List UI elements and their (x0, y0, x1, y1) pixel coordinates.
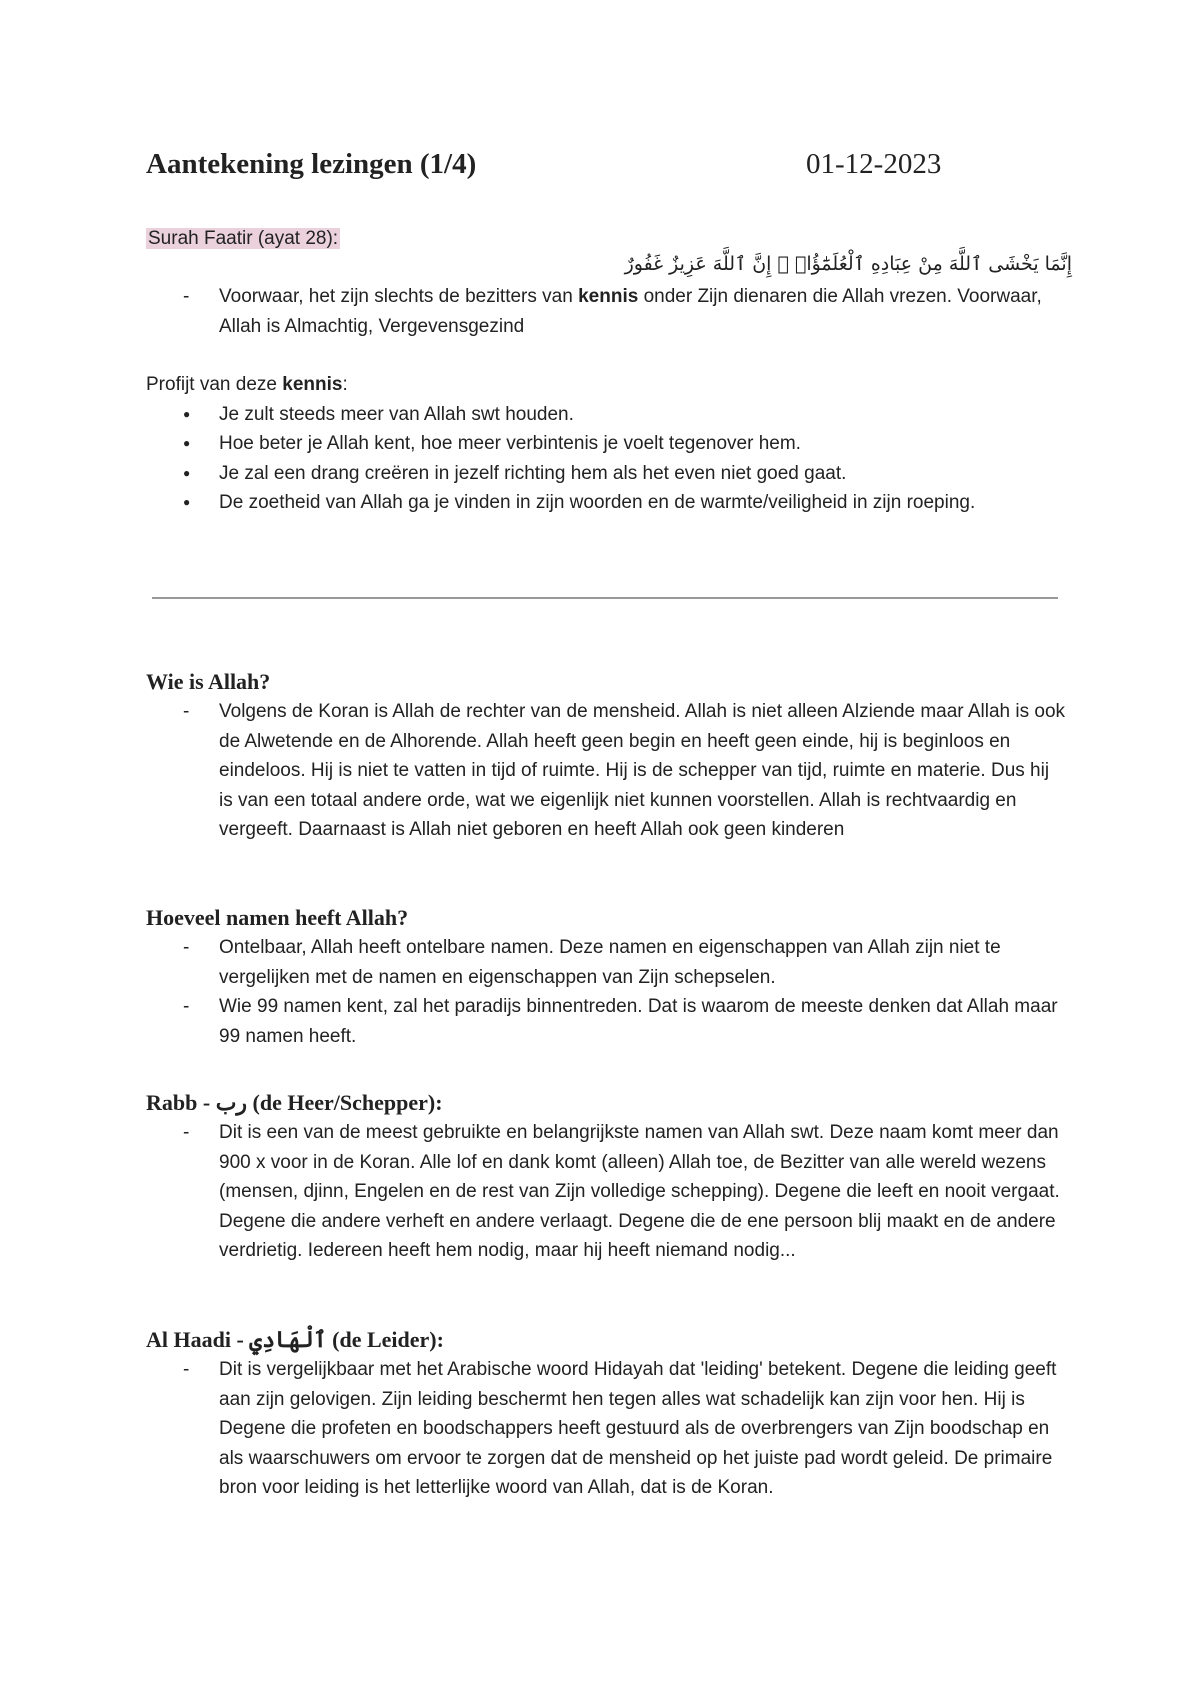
horizontal-divider (152, 597, 1058, 599)
title-row (146, 148, 1066, 188)
section-list (146, 1118, 1066, 1266)
section-item: - Ontelbaar, Allah heeft ontelbare namen. Deze namen en eigenschappen van Allah zijn niet te vergelijken met de namen en eigenschappen van Zijn schepselen. (146, 933, 1066, 992)
document-date: 01-12-2023 (806, 148, 942, 180)
section-item: - Dit is vergelijkbaar met het Arabische woord Hidayah dat 'leiding' betekent. Degene die leiding geeft aan zijn gelovigen. Zijn leiding beschermt hen tegen alles wat schadelijk kan zijn voor hen. Hij is Degene die profeten en boodschappers heeft gestuurd als de overbrengers van Zijn boodschap en als waarschuwers om ervoor te zorgen dat de mensheid op het juiste pad wordt geleid. De primaire bron voor leiding is het letterlijke woord van Allah, dat is de Koran. (146, 1355, 1066, 1503)
profit-item: ● De zoetheid van Allah ga je vinden in zijn woorden en de warmte/veiligheid in zijn roeping. (146, 488, 1066, 518)
section-item: - Dit is een van de meest gebruikte en belangrijkste namen van Allah swt. Deze naam komt meer dan 900 x voor in de Koran. Alle lof en dank komt (alleen) Allah toe, de Bezitter van alle wereld wezens (mensen, djinn, Engelen en de rest van Zijn volledige schepping). Degene die leeft en nooit vergaat. Degene die andere verheft en andere verlaagt. Degene die de ene persoon blij maakt en de andere verdrietig. Iedereen heeft hem nodig, maar hij heeft niemand nodig... (146, 1118, 1066, 1266)
translation-list (146, 282, 1066, 341)
surah-label (146, 224, 340, 254)
profit-item: ● Je zult steeds meer van Allah swt houden. (146, 400, 1066, 430)
profit-item: ● Hoe beter je Allah kent, hoe meer verbintenis je voelt tegenover hem. (146, 429, 1066, 459)
profit-intro-after: : (342, 374, 348, 395)
profit-list (146, 400, 1066, 518)
section-list (146, 933, 1066, 1051)
translation-text-bold: kennis (578, 286, 639, 307)
surah-translation-block (146, 282, 1066, 341)
section-heading: Rabb - رب (de Heer/Schepper): (146, 1090, 443, 1115)
arabic-verse: إِنَّمَا يَخْشَى ٱللَّهَ مِنْ عِبَادِهِ ٱلْعُلَمَٰٓؤُا۟ ۗ إِنَّ ٱللَّهَ عَزِيزٌ غَفُورٌ (624, 253, 1072, 275)
document-title: Aantekening lezingen (1/4) (146, 148, 477, 180)
translation-text-before: Voorwaar, het zijn slechts de bezitters van (219, 286, 579, 307)
section-al-haadi (146, 1325, 1066, 1503)
section-item: - Wie 99 namen kent, zal het paradijs binnentreden. Dat is waarom de meeste denken dat Allah maar 99 namen heeft. (146, 992, 1066, 1051)
section-list (146, 697, 1066, 845)
translation-text-after: onder Zijn dienaren die Allah vrezen. Voorwaar, Allah is Almachtig, Vergevensgezind (219, 286, 1042, 337)
translation-item (146, 282, 1066, 341)
profit-block (146, 370, 1066, 518)
profit-intro (146, 370, 1066, 400)
section-item: - Volgens de Koran is Allah de rechter van de mensheid. Allah is niet alleen Alziende maar Allah is ook de Alwetende en de Alhorende. Allah heeft geen begin en heeft geen einde, hij is beginloos en eindeloos. Hij is niet te vatten in tijd of ruimte. Hij is de schepper van tijd, ruimte en materie. Dus hij is van een totaal andere orde, wat we eigenlijk niet kunnen voorstellen. Allah is rechtvaardig en vergeeft. Daarnaast is Allah niet geboren en heeft Allah ook geen kinderen (146, 697, 1066, 845)
section-hoeveel-namen (146, 903, 1066, 1051)
section-wie-is-allah (146, 667, 1066, 845)
surah-label-highlight: Surah Faatir (ayat 28): (148, 228, 339, 249)
section-rabb (146, 1088, 1066, 1266)
profit-intro-before: Profijt van deze (146, 374, 283, 395)
section-heading: Al Haadi - ٱلْهَادِي (de Leider): (146, 1327, 444, 1352)
section-list (146, 1355, 1066, 1503)
section-heading: Hoeveel namen heeft Allah? (146, 905, 409, 930)
profit-intro-bold: kennis (282, 374, 343, 395)
section-heading: Wie is Allah? (146, 669, 271, 694)
profit-item: ● Je zal een drang creëren in jezelf richting hem als het even niet goed gaat. (146, 459, 1066, 489)
